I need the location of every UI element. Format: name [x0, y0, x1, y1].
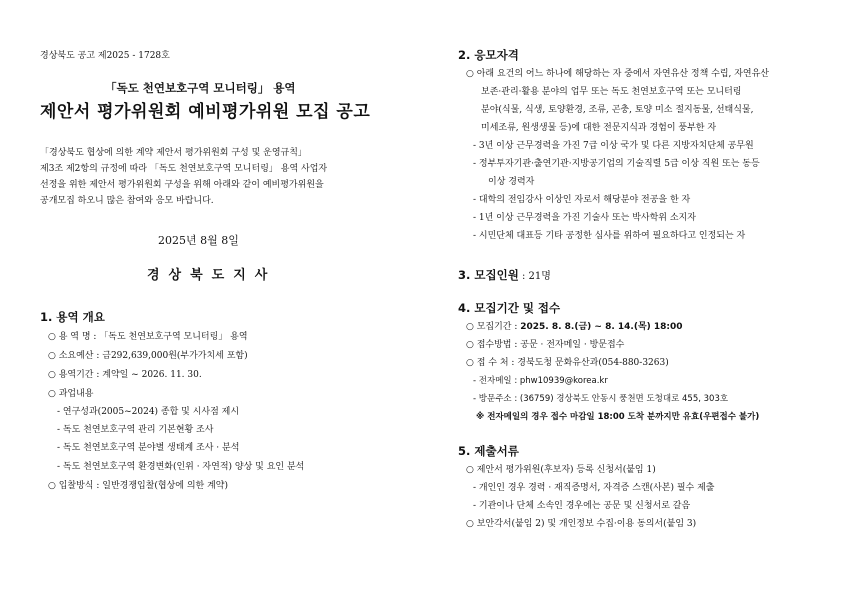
document-item: ○ 보안각서(붙임 2) 및 개인정보 수집·이용 동의서(붙임 3) — [466, 519, 697, 529]
task-content-label: ○ 과업내용 — [48, 389, 94, 399]
eligibility-item: - 시민단체 대표등 기타 공정한 심사를 위하여 필요하다고 인정되는 자 — [473, 231, 746, 241]
bidding-method: ○ 입찰방식 : 일반경쟁입찰(협상에 의한 계약) — [48, 481, 229, 491]
recruit-period-label: ○ 모집기간 : — [466, 322, 521, 332]
eligibility-item: - 3년 이상 근무경력을 가진 7급 이상 국가 및 다른 지방자치단체 공무원 — [473, 141, 754, 151]
section-4-heading: 4. 모집기간 및 접수 — [458, 301, 561, 315]
document-number: 경상북도 공고 제2025 - 1728호 — [40, 51, 170, 61]
budget: ○ 소요예산 : 금292,639,000원(부가가치세 포함) — [48, 351, 248, 361]
document-subitem: - 개인인 경우 경력 · 재직증명서, 자격증 스캔(사본) 필수 제출 — [473, 483, 715, 493]
announcement-date: 2025년 8월 8일 — [158, 234, 239, 247]
intro-paragraph — [40, 145, 380, 209]
eligibility-line: 미세조류, 원생생물 등)에 대한 전문지식과 경험이 풍부한 자 — [481, 123, 717, 133]
eligibility-line: 보존·관리·활용 분야의 업무 또는 독도 천연보호구역 또는 모니터링 — [481, 87, 742, 97]
task-item: - 독도 천연보호구역 분야별 생태계 조사 · 분석 — [57, 443, 240, 453]
intro-line: 「경상북도 협상에 의한 계약 제안서 평가위원회 구성 및 운영규칙」 — [40, 148, 307, 158]
eligibility-item: - 1년 이상 근무경력을 가진 기술사 또는 박사학위 소지자 — [473, 213, 696, 223]
eligibility-line: 분야(식물, 식생, 토양환경, 조류, 곤충, 토양 미소 절지동물, 선태식물, — [481, 105, 754, 115]
service-period: ○ 용역기간 : 계약일 ~ 2026. 11. 30. — [48, 370, 202, 380]
recruit-period — [466, 319, 683, 336]
submit-office: ○ 접 수 처 : 경북도청 문화유산과(054-880-3263) — [466, 358, 669, 368]
task-item: - 독도 천연보호구역 관리 기본현황 조사 — [57, 425, 214, 435]
title-sub: 「독도 천연보호구역 모니터링」 용역 — [105, 81, 296, 95]
service-name: ○ 용 역 명 : 「독도 천연보호구역 모니터링」 용역 — [48, 332, 248, 342]
task-item: - 연구성과(2005~2024) 종합 및 시사점 제시 — [57, 407, 240, 417]
document-item: ○ 제안서 평가위원(후보자) 등록 신청서(붙임 1) — [466, 465, 656, 475]
eligibility-item: - 대학의 전임강사 이상인 자로서 해당분야 전공을 한 자 — [473, 195, 691, 205]
page-title: 제안서 평가위원회 예비평가위원 모집 공고 — [40, 102, 371, 122]
eligibility-line: ○ 아래 요건의 어느 하나에 해당하는 자 중에서 자연유산 정책 수립, 자연유산 — [466, 69, 770, 79]
task-item: - 독도 천연보호구역 환경변화(인위 · 자연적) 양상 및 요인 분석 — [57, 462, 305, 472]
section-2-heading: 2. 응모자격 — [458, 48, 519, 62]
section-3-heading: 3. 모집인원 — [458, 268, 519, 282]
issuer-name: 경상북도지사 — [147, 268, 277, 283]
recruit-period-value: 2025. 8. 8.(금) ~ 8. 14.(목) 18:00 — [520, 322, 683, 332]
eligibility-item: 이상 경력자 — [488, 177, 535, 187]
submit-email: - 전자메일 : phw10939@korea.kr — [473, 376, 608, 386]
submit-method: ○ 접수방법 : 공문 · 전자메일 · 방문접수 — [466, 340, 625, 350]
submission-note: ※ 전자메일의 경우 접수 마감일 18:00 도착 분까지만 유효(우편접수 불가) — [476, 412, 760, 422]
document-subitem: - 기관이나 단체 소속인 경우에는 공문 및 신청서로 갈음 — [473, 501, 691, 511]
eligibility-item: - 정부투자기관·출연기관·지방공기업의 기술직렬 5급 이상 직원 또는 동등 — [473, 159, 760, 169]
recruit-count: : 21명 — [518, 271, 551, 282]
section-5-heading: 5. 제출서류 — [458, 444, 519, 458]
section-1-heading: 1. 용역 개요 — [40, 310, 105, 324]
intro-line: 공개모집 하오니 많은 참여와 응모 바랍니다. — [40, 196, 214, 206]
section-3 — [458, 264, 551, 283]
visit-address: - 방문주소 : (36759) 경상북도 안동시 풍천면 도청대로 455, 303호 — [473, 394, 729, 404]
intro-line: 선정을 위한 제안서 평가위원회 구성을 위해 아래와 같이 예비평가위원을 — [40, 180, 324, 190]
intro-line: 제3조 제2항의 규정에 따라 「독도 천연보호구역 모니터링」 용역 사업자 — [40, 164, 328, 174]
